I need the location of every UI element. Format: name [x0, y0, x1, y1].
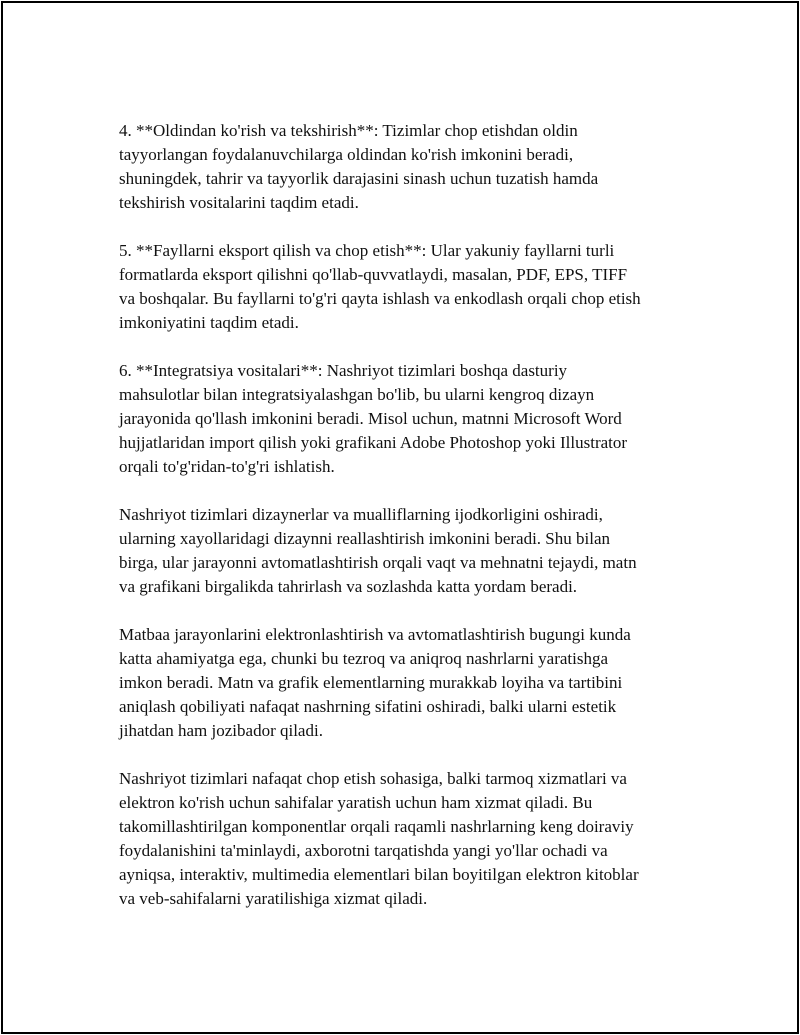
paragraph-digital-publishing: Nashriyot tizimlari nafaqat chop etish sohasiga, balki tarmoq xizmatlari va elektron ko'rish uchun sahifalar yaratish uchun ham xizmat qiladi. Bu takomillashtirilgan komponentlar orqali raqamli nashrlarning keng doiraviy foydalanishini ta'minlaydi, axborotni tarqatishda yangi yo'llar ochadi va ayniqsa, interaktiv, multimedia elementlari bilan boyitilgan elektron kitoblar va veb-sahifalarni yaratilishiga xizmat qiladi.: [119, 769, 639, 908]
paragraph-creativity: Nashriyot tizimlari dizaynerlar va mualliflarning ijodkorligini oshiradi, ularning xayollaridagi dizaynni reallashtirish imkonini beradi. Shu bilan birga, ular jarayonni avtomatlashtirish orqali vaqt va mehnatni tejaydi, matn va grafikani birgalikda tahrirlash va sozlashda katta yordam beradi.: [119, 505, 637, 596]
paragraph-export-and-print: 5. **Fayllarni eksport qilish va chop etish**: Ular yakuniy fayllarni turli formatlarda eksport qilishni qo'llab-quvvatlaydi, masalan, PDF, EPS, TIFF va boshqalar. Bu fayllarni to'g'ri qayta ishlash va enkodlash orqali chop etish imkoniyatini taqdim etadi.: [119, 241, 641, 332]
paragraph-preview-and-check: 4. **Oldindan ko'rish va tekshirish**: Tizimlar chop etishdan oldin tayyorlangan foydalanuvchilarga oldindan ko'rish imkonini beradi, shuningdek, tahrir va tayyorlik darajasini sinash uchun tuzatish hamda tekshirish vositalarini taqdim etadi.: [119, 121, 599, 212]
document-page: [1, 1, 799, 1034]
document-body: [119, 119, 699, 935]
paragraph-print-automation: Matbaa jarayonlarini elektronlashtirish va avtomatlashtirish bugungi kunda katta ahamiyatga ega, chunki bu tezroq va aniqroq nashrlarni yaratishga imkon beradi. Matn va grafik elementlarning murakkab loyiha va tartibini aniqlash qobiliyati nafaqat nashrning sifatini oshiradi, balki ularni estetik jihatdan ham jozibador qiladi.: [119, 625, 631, 740]
paragraph-integration-tools: 6. **Integratsiya vositalari**: Nashriyot tizimlari boshqa dasturiy mahsulotlar bilan integratsiyalashgan bo'lib, bu ularni kengroq dizayn jarayonida qo'llash imkonini beradi. Misol uchun, matnni Microsoft Word hujjatlaridan import qilish yoki grafikani Adobe Photoshop yoki Illustrator orqali to'g'ridan-to'g'ri ishlatish.: [119, 361, 628, 476]
